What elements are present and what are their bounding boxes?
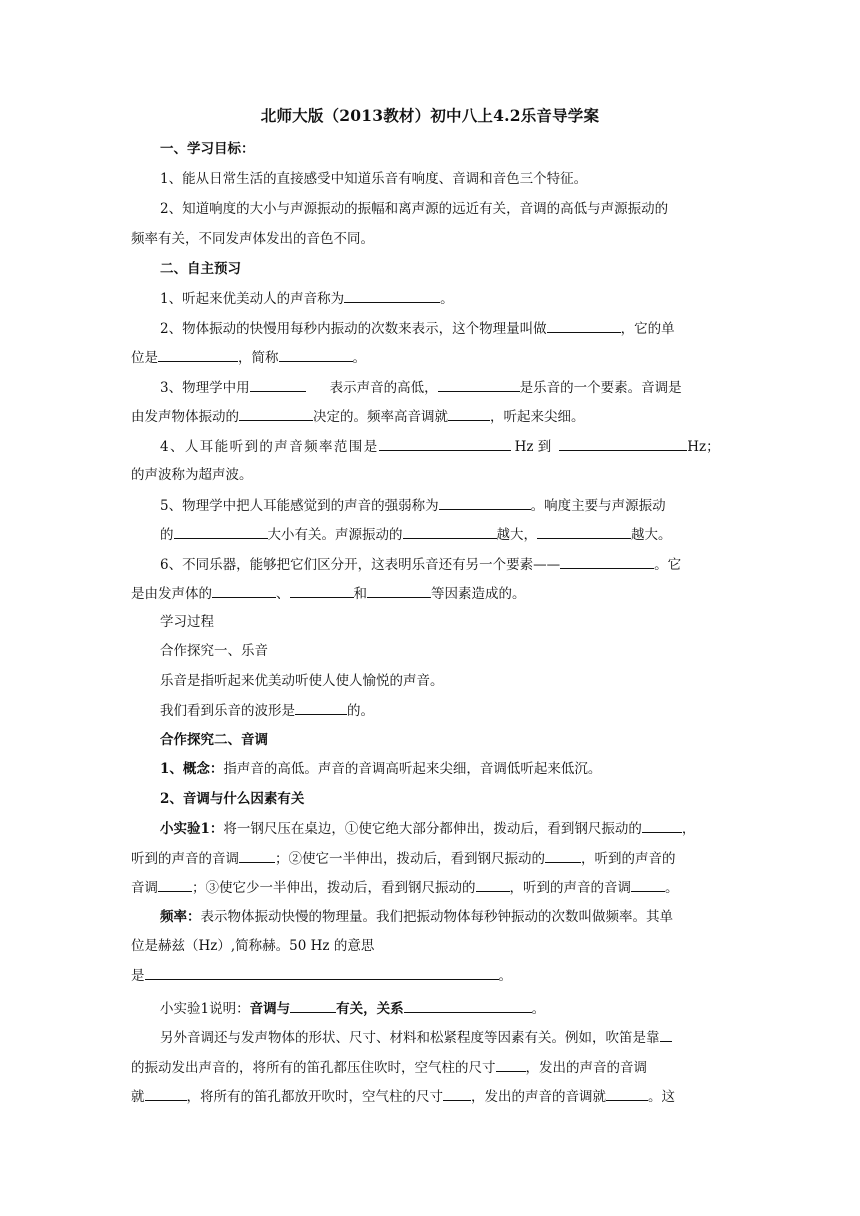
answer-blank[interactable]: [367, 583, 431, 598]
answer-blank[interactable]: [438, 377, 520, 392]
answer-blank[interactable]: [290, 998, 336, 1013]
answer-blank[interactable]: [145, 1086, 187, 1101]
answer-blank[interactable]: [158, 347, 238, 362]
answer-blank[interactable]: [631, 877, 665, 892]
inquiry-1-text: 乐音是指听起来优美动听使人使人愉悦的声音。: [160, 673, 444, 689]
section-learning-process: 学习过程: [160, 614, 214, 630]
answer-blank[interactable]: [174, 524, 268, 539]
preview-q5-cont: 的 大小有关。声源振动的 越大， 越大。: [160, 524, 735, 545]
preview-q5: 5、物理学中把人耳能感觉到的声音的强弱称为 。响度主要与声源振动: [160, 495, 735, 516]
preview-q6-cont: 是由发声体的 、 和 等因素造成的。: [131, 583, 735, 604]
answer-blank[interactable]: [560, 554, 654, 569]
section-heading-preview: 二、自主预习: [160, 261, 241, 277]
preview-q4: 4、人耳能听到的声音频率范围是 Hz 到 Hz；: [160, 436, 735, 457]
answer-blank[interactable]: [239, 848, 275, 863]
answer-blank[interactable]: [239, 406, 313, 421]
section-heading-objectives: 一、学习目标：: [160, 141, 255, 157]
answer-blank[interactable]: [545, 848, 581, 863]
preview-q3: 3、物理学中用 表示声音的高低， 是乐音的一个要素。音调是: [160, 377, 735, 398]
answer-blank[interactable]: [448, 406, 490, 421]
inquiry-2-heading: 合作探究二、音调: [160, 732, 268, 748]
frequency-definition-cont: 位是赫兹（Hz）,简称赫。50 Hz 的意思: [131, 938, 375, 954]
answer-blank[interactable]: [439, 495, 531, 510]
other-factors-cont: 的振动发出声音的，将所有的笛孔都压住吹时，空气柱的尺寸 ，发出的声音的音调: [131, 1057, 735, 1078]
answer-blank[interactable]: [379, 436, 511, 451]
inquiry-1-heading: 合作探究一、乐音: [160, 643, 268, 659]
answer-blank[interactable]: [642, 818, 682, 833]
inquiry-1-waveform: 我们看到乐音的波形是 的。: [160, 700, 735, 721]
answer-blank[interactable]: [537, 524, 631, 539]
objective-2-cont: 频率有关，不同发声体发出的音色不同。: [131, 231, 374, 247]
answer-blank[interactable]: [250, 377, 306, 392]
answer-blank[interactable]: [404, 998, 532, 1013]
experiment-1: 小实验1：将一钢尺压在桌边，①使它绝大部分都伸出，拨动后，看到钢尺振动的 ，: [160, 818, 735, 839]
answer-blank[interactable]: [443, 1086, 471, 1101]
preview-q6: 6、不同乐器，能够把它们区分开，这表明乐音还有另一个要素—— 。它: [160, 554, 735, 575]
answer-blank[interactable]: [212, 583, 276, 598]
answer-blank[interactable]: [145, 965, 499, 980]
other-factors: 另外音调还与发声物体的形状、尺寸、材料和松紧程度等因素有关。例如，吹笛是靠: [160, 1027, 735, 1048]
frequency-definition: 频率：表示物体振动快慢的物理量。我们把振动物体每秒钟振动的次数叫做频率。其单: [160, 909, 673, 925]
frequency-meaning: 是 。: [131, 965, 735, 986]
answer-blank[interactable]: [547, 318, 621, 333]
answer-blank[interactable]: [295, 700, 347, 715]
answer-blank[interactable]: [559, 436, 687, 451]
answer-blank[interactable]: [344, 288, 440, 303]
preview-q1: 1、听起来优美动人的声音称为 。: [160, 288, 735, 309]
answer-blank[interactable]: [606, 1086, 648, 1101]
answer-blank[interactable]: [496, 1057, 526, 1072]
experiment-1-cont-2: 音调 ；③使它少一半伸出，拨动后，看到钢尺振动的 ，听到的声音的音调 。: [131, 877, 735, 898]
answer-blank[interactable]: [476, 877, 510, 892]
other-factors-cont-2: 就 ，将所有的笛孔都放开吹时，空气柱的尺寸 ，发出的声音的音调就 。这: [131, 1086, 735, 1107]
answer-blank[interactable]: [158, 877, 192, 892]
answer-blank[interactable]: [403, 524, 497, 539]
pitch-concept: 1、概念：指声音的高低。声音的音调高听起来尖细，音调低听起来低沉。: [160, 761, 602, 777]
preview-q4-cont: 的声波称为超声波。: [131, 467, 253, 483]
page-title: 北师大版（2013教材）初中八上4.2乐音导学案: [260, 106, 600, 125]
preview-q2-cont: 位是 ，简称 。: [131, 347, 735, 368]
preview-q2: 2、物体振动的快慢用每秒内振动的次数来表示，这个物理量叫做 ，它的单: [160, 318, 735, 339]
pitch-factors-heading: 2、音调与什么因素有关: [160, 791, 305, 807]
experiment-1-conclusion: 小实验1说明：音调与 有关，关系 。: [160, 998, 735, 1019]
answer-blank[interactable]: [279, 347, 353, 362]
answer-blank[interactable]: [290, 583, 354, 598]
objective-1: 1、能从日常生活的直接感受中知道乐音有响度、音调和音色三个特征。: [160, 171, 588, 187]
answer-blank[interactable]: [660, 1027, 672, 1042]
objective-2: 2、知道响度的大小与声源振动的振幅和离声源的远近有关，音调的高低与声源振动的: [160, 201, 669, 217]
experiment-1-cont: 听到的声音的音调 ；②使它一半伸出，拨动后，看到钢尺振动的 ，听到的声音的: [131, 848, 735, 869]
preview-q3-cont: 由发声物体振动的 决定的。频率高音调就 ，听起来尖细。: [131, 406, 735, 427]
